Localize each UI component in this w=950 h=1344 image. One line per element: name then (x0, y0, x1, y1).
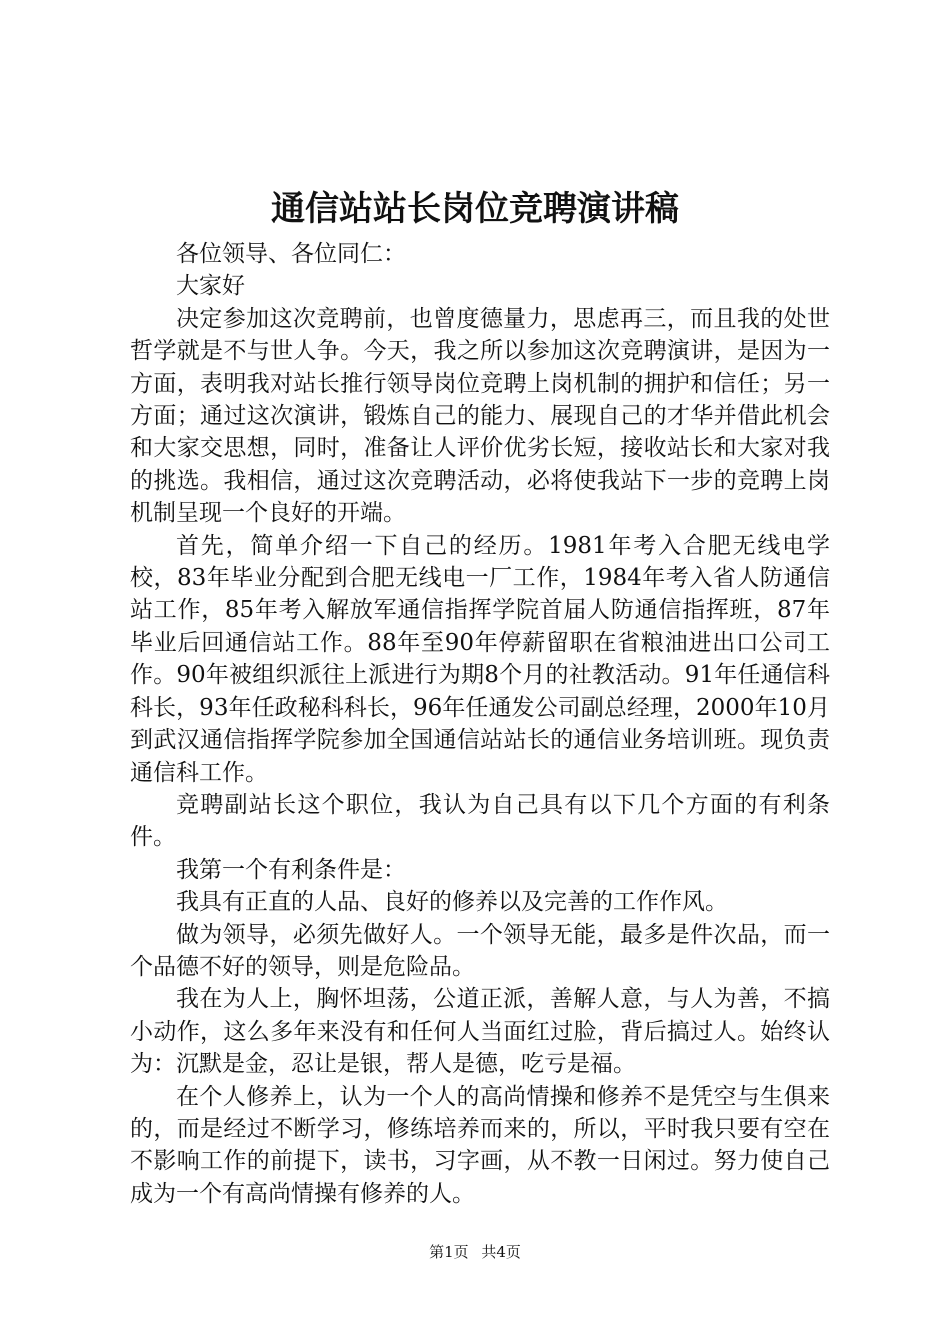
body-paragraph: 我第一个有利条件是： (176, 856, 406, 883)
salutation-paragraph: 各位领导、各位同仁： (176, 241, 406, 267)
body-paragraph: 决定参加这次竞聘前，也曾度德量力，思虑再三，而且我的处世哲学就是不与世人争。今天，我之所以参加这次竞聘演讲，是因为一方面，表明我对站长推行领导岗位竞聘上岗机制的拥护和信任；另一方面；通过这次演讲，锻炼自己的能力、展现自己的才华并借此机会和大家交思想，同时，准备让人评价优劣长短，接收站长和大家对我的挑选。我相信，通过这次竞聘活动，必将使我站下一步的竞聘上岗机制呈现一个良好的开端。 (130, 305, 830, 527)
document-body (130, 238, 830, 1210)
page-total: 共4页 (481, 1243, 521, 1261)
page-number: 第1页 (429, 1243, 469, 1261)
body-paragraph: 我在为人上，胸怀坦荡，公道正派，善解人意，与人为善，不搞小动作，这么多年来没有和任何人当面红过脸，背后搞过人。始终认为：沉默是金，忍让是银，帮人是德，吃亏是福。 (130, 986, 830, 1078)
body-paragraph: 竞聘副站长这个职位，我认为自己具有以下几个方面的有利条件。 (130, 791, 830, 851)
body-paragraph: 我具有正直的人品、良好的修养以及完善的工作作风。 (176, 889, 728, 916)
body-paragraph: 在个人修养上，认为一个人的高尚情操和修养不是凭空与生俱来的，而是经过不断学习，修练培养而来的，所以，平时我只要有空在不影响工作的前提下，读书，习字画，从不教一日闲过。努力使自己成为一个有高尚情操有修养的人。 (130, 1083, 830, 1207)
page-footer (0, 1242, 950, 1262)
greeting-paragraph: 大家好 (176, 273, 245, 300)
body-paragraph: 做为领导，必须先做好人。一个领导无能，最多是件次品，而一个品德不好的领导，则是危险品。 (130, 921, 830, 980)
document-title: 通信站站长岗位竞聘演讲稿 (271, 189, 679, 229)
body-paragraph: 首先，简单介绍一下自己的经历。1981年考入合肥无线电学校，83年毕业分配到合肥无线电一厂工作，1984年考入省人防通信站工作，85年考入解放军通信指挥学院首届人防通信指挥班，87年毕业后回通信站工作。88年至90年停薪留职在省粮油进出口公司工作。90年被组织派往上派进行为期8个月的社教活动。91年任通信科科长，93年任政秘科科长，96年任通发公司副总经理，2000年10月到武汉通信指挥学院参加全国通信站站长的通信业务培训班。现负责通信科工作。 (130, 532, 830, 786)
